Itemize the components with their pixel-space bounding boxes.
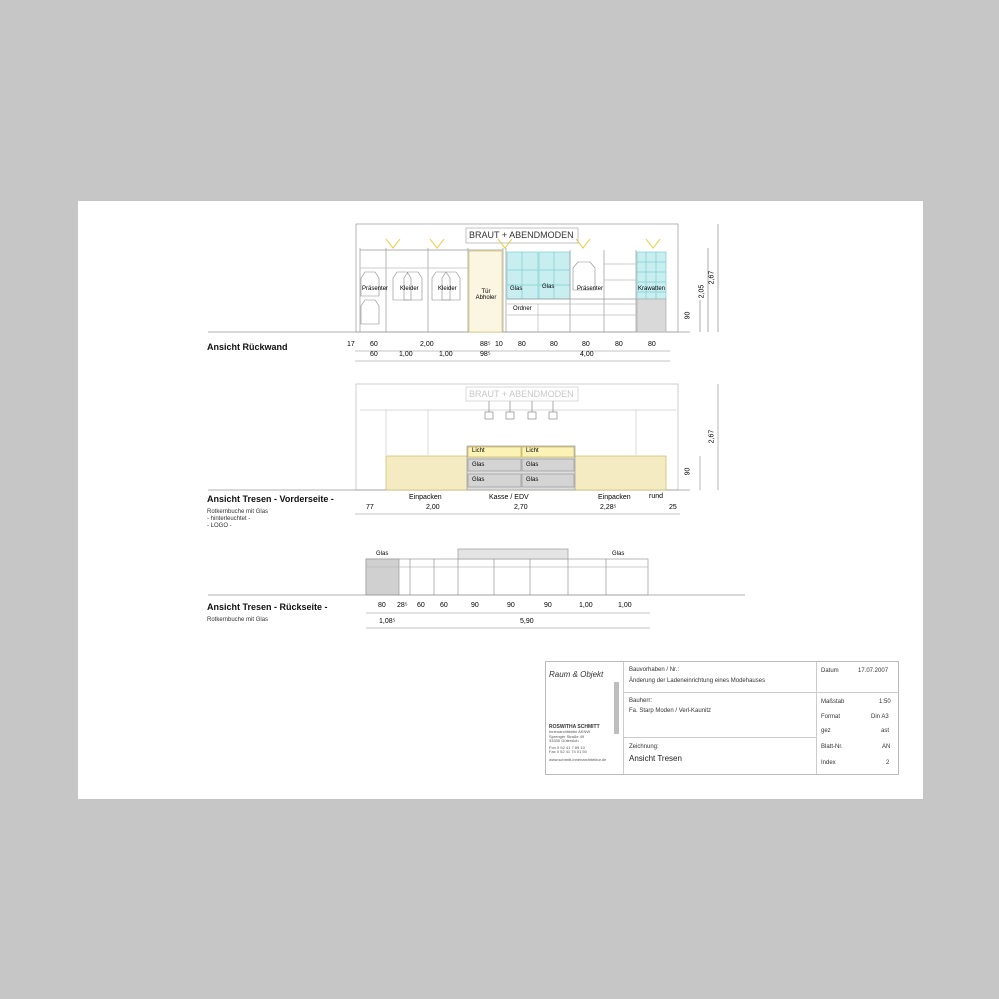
zeichnung-label: Zeichnung: — [629, 744, 659, 750]
sign-vorderseite: BRAUT + ABENDMODEN — [469, 389, 574, 399]
gez-label: gez — [821, 728, 831, 734]
label-glas: Glas — [510, 286, 523, 292]
title-rueckwand: Ansicht Rückwand — [207, 342, 288, 352]
title-rueckseite: Ansicht Tresen - Rückseite - — [207, 602, 328, 612]
firm-logo: Raum & Objekt — [549, 670, 604, 679]
label-kleider: Kleider — [400, 286, 419, 292]
label-kleider: Kleider — [438, 286, 457, 292]
index-value: 2 — [886, 760, 890, 766]
dim-90: 90 — [544, 602, 552, 609]
label-kasse-edv: Kasse / EDV — [489, 494, 529, 501]
dim-90: 90 — [471, 602, 479, 609]
dim-17: 17 — [347, 341, 355, 348]
dim-80: 80 — [648, 341, 656, 348]
label-glas: Glas — [612, 551, 625, 557]
dim-5-90: 5,90 — [520, 618, 534, 625]
dim-60: 60 — [417, 602, 425, 609]
dim-98-5: 98⁵ — [480, 351, 491, 358]
dim-2-70: 2,70 — [514, 504, 528, 511]
dim-25: 25 — [669, 504, 677, 511]
dim-1-00: 1,00 — [399, 351, 413, 358]
dim-60: 60 — [370, 341, 378, 348]
title-block — [545, 661, 899, 775]
architect-name: ROSWITHA SCHMITT — [549, 724, 600, 730]
label-glas: Glas — [542, 284, 555, 290]
note-material: Rotkernbuche mit Glas — [207, 509, 269, 515]
massstab-label: Maßstab — [821, 699, 845, 705]
label-glas: Glas — [472, 462, 485, 468]
dim-1-00: 1,00 — [579, 602, 593, 609]
label-glas: Glas — [526, 462, 539, 468]
datum-label: Datum — [821, 668, 839, 674]
label-tuer: Tür Abholer — [475, 289, 497, 301]
datum-value: 17.07.2007 — [858, 668, 889, 674]
dim-vert-2-05: 2,05 — [698, 284, 706, 299]
dim-1-00: 1,00 — [439, 351, 453, 358]
dim-60: 60 — [370, 351, 378, 358]
dim-80: 80 — [518, 341, 526, 348]
label-glas: Glas — [472, 477, 485, 483]
bauvorhaben-label: Bauvorhaben / Nr.: — [629, 667, 680, 673]
dim-10: 10 — [495, 341, 503, 348]
dim-vert-90: 90 — [684, 467, 692, 476]
dim-88-5: 88⁵ — [480, 341, 491, 348]
zeichnung-value: Ansicht Tresen — [629, 754, 682, 763]
dim-vert-90: 90 — [684, 311, 692, 320]
note-hinterleuchtet: - hinterleuchtet - — [207, 516, 251, 522]
label-licht: Licht — [472, 448, 485, 454]
dim-2-28-5: 2,28⁵ — [600, 504, 617, 511]
label-rund: rund — [649, 493, 664, 500]
gez-value: ast — [881, 728, 890, 734]
dim-28-5: 28⁵ — [397, 602, 408, 609]
dim-vert-2-67: 2,67 — [708, 270, 716, 285]
elevation-rueckwand — [208, 224, 718, 361]
index-label: Index — [821, 760, 836, 766]
sign-rueckwand: BRAUT + ABENDMODEN — [469, 230, 574, 240]
blatt-value: AN — [882, 744, 891, 750]
dim-1-08-5: 1,08⁵ — [379, 618, 396, 625]
dim-vert-2-67: 2,67 — [708, 429, 716, 444]
bauherr-label: Bauherr: — [629, 698, 653, 704]
label-ordner: Ordner — [513, 306, 532, 312]
label-praesenter: Präsenter — [577, 286, 604, 292]
elevation-rueckseite — [208, 549, 745, 628]
architect-details: Innenarchitektin AKNW Sprenger Straße 49 33330 Gütersloh Fon 0 52 41 7 89 10 Fax 0 52 41 74 01 50 www.schmitt-innenarchitektur.de — [549, 729, 607, 762]
bauherr-value: Fa. Starp Moden / Verl-Kaunitz — [629, 708, 712, 714]
format-label: Format — [821, 714, 841, 720]
dim-2-00: 2,00 — [420, 341, 434, 348]
label-glas: Glas — [376, 551, 389, 557]
label-glas: Glas — [526, 477, 539, 483]
dim-60: 60 — [440, 602, 448, 609]
label-licht: Licht — [526, 448, 539, 454]
blatt-label: Blatt-Nr. — [821, 744, 843, 750]
dim-77: 77 — [366, 504, 374, 511]
label-einpacken: Einpacken — [409, 494, 442, 501]
dim-80: 80 — [615, 341, 623, 348]
title-vorderseite: Ansicht Tresen - Vorderseite - — [207, 494, 334, 504]
dim-80: 80 — [378, 602, 386, 609]
dim-2-00: 2,00 — [426, 504, 440, 511]
massstab-value: 1:50 — [879, 699, 891, 705]
dim-80: 80 — [550, 341, 558, 348]
note-logo: - LOGO - — [207, 523, 232, 529]
note-rueckseite: Rotkernbuche mit Glas — [207, 617, 269, 623]
label-einpacken: Einpacken — [598, 494, 631, 501]
dim-90: 90 — [507, 602, 515, 609]
label-praesenter: Präsenter — [362, 286, 389, 292]
format-value: Din A3 — [871, 714, 889, 720]
label-krawatten: Krawatten — [638, 286, 666, 292]
dim-1-00: 1,00 — [618, 602, 632, 609]
dim-80: 80 — [582, 341, 590, 348]
dim-4-00: 4,00 — [580, 351, 594, 358]
bauvorhaben-value: Änderung der Ladeneinrichtung eines Modehauses — [629, 678, 766, 684]
